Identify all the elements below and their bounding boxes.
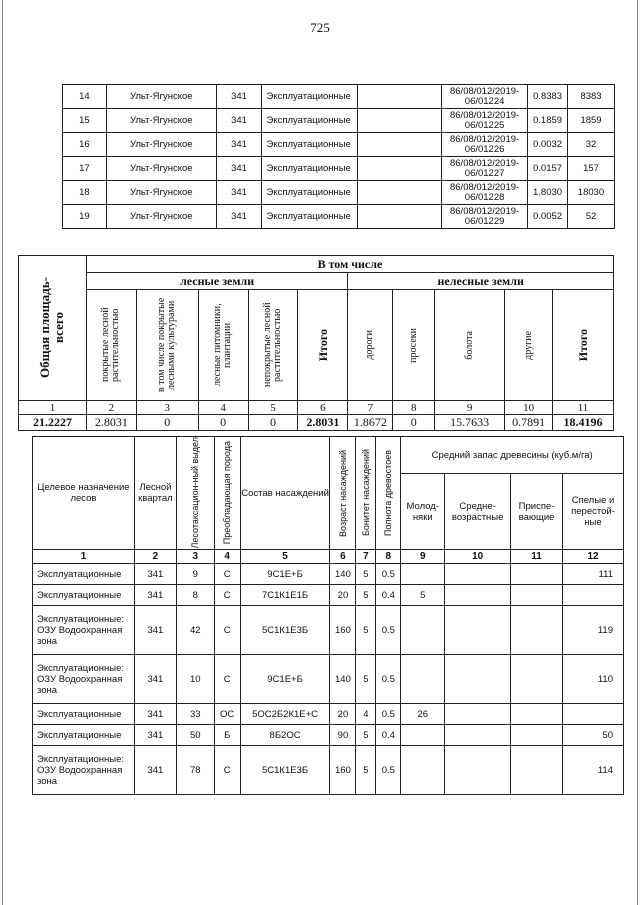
column-number: 10 <box>505 401 553 415</box>
value-cell: 21.2227 <box>19 415 87 431</box>
ripening-stock <box>511 725 563 746</box>
column-header: непокрытые лесной растительностью <box>248 290 298 401</box>
forest-purpose: Эксплуатационные: ОЗУ Водоохранная зона <box>33 655 135 704</box>
header-ripening: Приспе-вающие <box>511 474 563 550</box>
empty-cell <box>358 157 442 181</box>
value-cell: 0.7891 <box>505 415 553 431</box>
forest-purpose: Эксплуатационные <box>33 725 135 746</box>
forest-purpose: Эксплуатационные <box>33 585 135 606</box>
forest-purpose: Эксплуатационные <box>262 157 358 181</box>
bonitet: 5 <box>356 746 376 795</box>
bonitet: 4 <box>356 704 376 725</box>
young-stock: 26 <box>401 704 445 725</box>
quarter: 341 <box>134 606 176 655</box>
table-row <box>63 181 615 205</box>
age: 160 <box>330 606 356 655</box>
bonitet: 5 <box>356 606 376 655</box>
ripening-stock <box>511 704 563 725</box>
composition: 9С1Е+Б <box>240 564 330 585</box>
cadastral-code: 86/08/012/2019-06/01228 <box>442 181 528 205</box>
ripening-stock <box>511 655 563 704</box>
header-avg-stock: Средний запас древесины (куб.м/га) <box>401 437 624 474</box>
column-number: 8 <box>376 550 401 564</box>
quarter: 341 <box>216 157 262 181</box>
row-number: 19 <box>63 205 107 229</box>
column-header: Итого <box>298 290 348 401</box>
ripe-stock: 114 <box>563 746 624 795</box>
table-row <box>33 704 624 725</box>
value-cell: 18.4196 <box>553 415 614 431</box>
column-number: 5 <box>248 401 298 415</box>
composition: 7С1К1Е1Б <box>240 585 330 606</box>
area: 0.8383 <box>528 85 568 109</box>
bonitet: 5 <box>356 564 376 585</box>
vydel: 78 <box>176 746 214 795</box>
column-number: 7 <box>348 401 393 415</box>
field-name: Ульт-Ягунское <box>106 133 216 157</box>
mid-stock <box>445 564 511 585</box>
column-number: 1 <box>33 550 135 564</box>
density: 0.5 <box>376 564 401 585</box>
ripening-stock <box>511 746 563 795</box>
empty-cell <box>358 205 442 229</box>
row-number: 15 <box>63 109 107 133</box>
column-header: лесные питомники, плантации <box>198 290 248 401</box>
quarter: 341 <box>216 85 262 109</box>
column-number: 9 <box>401 550 445 564</box>
species: ОС <box>214 704 240 725</box>
ripe-stock: 119 <box>563 606 624 655</box>
table-row <box>63 109 615 133</box>
density: 0.4 <box>376 585 401 606</box>
header-density: Полнота древостоев <box>376 437 401 550</box>
column-number: 4 <box>214 550 240 564</box>
ripe-stock: 111 <box>563 564 624 585</box>
column-number: 11 <box>553 401 614 415</box>
column-number: 10 <box>445 550 511 564</box>
forest-purpose: Эксплуатационные <box>33 564 135 585</box>
column-number: 8 <box>393 401 435 415</box>
row-number: 16 <box>63 133 107 157</box>
table-row <box>63 157 615 181</box>
column-header: болота <box>435 290 505 401</box>
column-number: 7 <box>356 550 376 564</box>
column-header: просеки <box>393 290 435 401</box>
header-young: Молод-няки <box>401 474 445 550</box>
age: 160 <box>330 746 356 795</box>
quarter: 341 <box>134 655 176 704</box>
species: С <box>214 606 240 655</box>
vydel: 50 <box>176 725 214 746</box>
stand-table <box>32 436 624 795</box>
page-edge-right <box>637 0 638 905</box>
mid-stock <box>445 655 511 704</box>
area: 0.0052 <box>528 205 568 229</box>
composition: 8Б2ОС <box>240 725 330 746</box>
value-cell: 0 <box>248 415 298 431</box>
ripe-stock <box>563 704 624 725</box>
vydel: 33 <box>176 704 214 725</box>
page-edge-left <box>2 0 3 905</box>
bonitet: 5 <box>356 725 376 746</box>
age: 90 <box>330 725 356 746</box>
table-row <box>33 725 624 746</box>
ripening-stock <box>511 564 563 585</box>
column-number: 9 <box>435 401 505 415</box>
quarter: 341 <box>216 205 262 229</box>
empty-cell <box>358 133 442 157</box>
cadastral-code: 86/08/012/2019-06/01227 <box>442 157 528 181</box>
bonitet: 5 <box>356 655 376 704</box>
volume: 157 <box>568 157 615 181</box>
age: 140 <box>330 655 356 704</box>
header-composition: Состав насаждений <box>240 437 330 550</box>
column-header: дороги <box>348 290 393 401</box>
table-row <box>33 606 624 655</box>
column-number: 2 <box>86 401 136 415</box>
empty-cell <box>358 181 442 205</box>
column-number: 3 <box>136 401 198 415</box>
value-cell: 1.8672 <box>348 415 393 431</box>
composition: 5С1К1Е3Б <box>240 606 330 655</box>
column-header: в том числе покрытые лесными культурами <box>136 290 198 401</box>
species: Б <box>214 725 240 746</box>
column-number: 12 <box>563 550 624 564</box>
volume: 52 <box>568 205 615 229</box>
field-name: Ульт-Ягунское <box>106 205 216 229</box>
quarter: 341 <box>134 564 176 585</box>
row-number: 17 <box>63 157 107 181</box>
table-row <box>63 205 615 229</box>
forest-purpose: Эксплуатационные <box>262 85 358 109</box>
area: 1.8030 <box>528 181 568 205</box>
forest-purpose: Эксплуатационные <box>262 109 358 133</box>
value-cell: 0 <box>393 415 435 431</box>
forest-purpose: Эксплуатационные <box>262 181 358 205</box>
vydel: 10 <box>176 655 214 704</box>
density: 0.5 <box>376 704 401 725</box>
young-stock: 5 <box>401 585 445 606</box>
header-middle-aged: Средне-возрастные <box>445 474 511 550</box>
header-ripe: Спелые и перестой-ные <box>563 474 624 550</box>
field-name: Ульт-Ягунское <box>106 181 216 205</box>
forest-purpose: Эксплуатационные <box>262 133 358 157</box>
table-row <box>33 746 624 795</box>
age: 20 <box>330 704 356 725</box>
table-row <box>33 655 624 704</box>
column-number: 2 <box>134 550 176 564</box>
young-stock <box>401 606 445 655</box>
land-area-table <box>18 255 614 431</box>
quarter: 341 <box>134 704 176 725</box>
quarter: 341 <box>216 133 262 157</box>
quarter: 341 <box>134 746 176 795</box>
ripening-stock <box>511 585 563 606</box>
table-row <box>63 133 615 157</box>
column-number: 5 <box>240 550 330 564</box>
value-cell: 0 <box>136 415 198 431</box>
ripe-stock: 110 <box>563 655 624 704</box>
row-number: 18 <box>63 181 107 205</box>
header-quarter: Лесной квартал <box>134 437 176 550</box>
quarter: 341 <box>216 109 262 133</box>
young-stock <box>401 725 445 746</box>
column-number: 6 <box>298 401 348 415</box>
age: 20 <box>330 585 356 606</box>
empty-cell <box>358 85 442 109</box>
mid-stock <box>445 606 511 655</box>
ripening-stock <box>511 606 563 655</box>
value-cell: 2.8031 <box>86 415 136 431</box>
area: 0.0032 <box>528 133 568 157</box>
volume: 32 <box>568 133 615 157</box>
column-number: 3 <box>176 550 214 564</box>
species: С <box>214 585 240 606</box>
header-nonforest-lands: нелесные земли <box>348 273 614 290</box>
ripe-stock <box>563 585 624 606</box>
header-age: Возраст насаждений <box>330 437 356 550</box>
quarter: 341 <box>134 585 176 606</box>
column-header: покрытые лесной растительностью <box>86 290 136 401</box>
forest-purpose: Эксплуатационные: ОЗУ Водоохранная зона <box>33 606 135 655</box>
mid-stock <box>445 585 511 606</box>
cadastral-code: 86/08/012/2019-06/01226 <box>442 133 528 157</box>
species: С <box>214 746 240 795</box>
header-purpose: Целевое назначение лесов <box>33 437 135 550</box>
column-header: Итого <box>553 290 614 401</box>
volume: 18030 <box>568 181 615 205</box>
cadastral-code: 86/08/012/2019-06/01224 <box>442 85 528 109</box>
mid-stock <box>445 746 511 795</box>
table-row <box>33 564 624 585</box>
quarter: 341 <box>134 725 176 746</box>
column-number: 4 <box>198 401 248 415</box>
field-name: Ульт-Ягунское <box>106 157 216 181</box>
header-including: В том числе <box>86 256 613 273</box>
composition: 5ОС2Б2К1Е+С <box>240 704 330 725</box>
header-species: Преобладающая порода <box>214 437 240 550</box>
empty-cell <box>358 109 442 133</box>
column-header: другие <box>505 290 553 401</box>
young-stock <box>401 655 445 704</box>
field-name: Ульт-Ягунское <box>106 85 216 109</box>
mid-stock <box>445 725 511 746</box>
bonitet: 5 <box>356 585 376 606</box>
table-row <box>63 85 615 109</box>
area: 0.1859 <box>528 109 568 133</box>
header-total-area: Общая площадь-всего <box>19 256 87 401</box>
row-number: 14 <box>63 85 107 109</box>
density: 0.4 <box>376 725 401 746</box>
vydel: 9 <box>176 564 214 585</box>
forest-purpose: Эксплуатационные: ОЗУ Водоохранная зона <box>33 746 135 795</box>
value-cell: 2.8031 <box>298 415 348 431</box>
area: 0.0157 <box>528 157 568 181</box>
ripe-stock: 50 <box>563 725 624 746</box>
density: 0.5 <box>376 746 401 795</box>
species: С <box>214 564 240 585</box>
column-number: 1 <box>19 401 87 415</box>
header-bonitet: Бонитет насаждений <box>356 437 376 550</box>
cadastral-code: 86/08/012/2019-06/01229 <box>442 205 528 229</box>
mid-stock <box>445 704 511 725</box>
forest-purpose: Эксплуатационные <box>33 704 135 725</box>
young-stock <box>401 746 445 795</box>
quarter: 341 <box>216 181 262 205</box>
value-cell: 15.7633 <box>435 415 505 431</box>
age: 140 <box>330 564 356 585</box>
plots-table <box>62 84 615 229</box>
forest-purpose: Эксплуатационные <box>262 205 358 229</box>
volume: 8383 <box>568 85 615 109</box>
cadastral-code: 86/08/012/2019-06/01225 <box>442 109 528 133</box>
header-vydel: Лесотаксацион-ный выдел <box>176 437 214 550</box>
vydel: 8 <box>176 585 214 606</box>
volume: 1859 <box>568 109 615 133</box>
header-forest-lands: лесные земли <box>86 273 348 290</box>
field-name: Ульт-Ягунское <box>106 109 216 133</box>
composition: 5С1К1Е3Б <box>240 746 330 795</box>
column-number: 11 <box>511 550 563 564</box>
vydel: 42 <box>176 606 214 655</box>
density: 0.5 <box>376 606 401 655</box>
value-cell: 0 <box>198 415 248 431</box>
composition: 9С1Е+Б <box>240 655 330 704</box>
density: 0.5 <box>376 655 401 704</box>
table-row <box>33 585 624 606</box>
young-stock <box>401 564 445 585</box>
page-number: 725 <box>310 20 330 35</box>
column-number: 6 <box>330 550 356 564</box>
species: С <box>214 655 240 704</box>
